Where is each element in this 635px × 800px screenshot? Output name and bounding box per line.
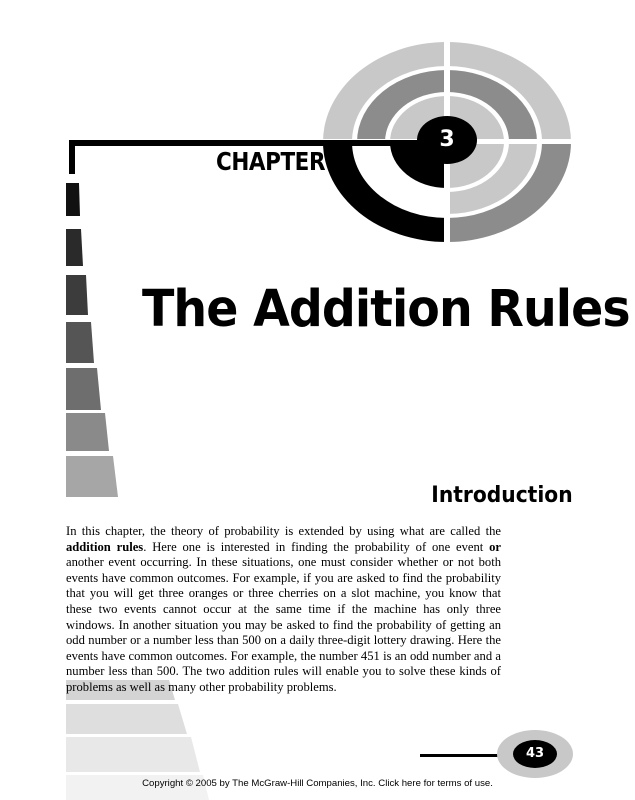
chapter-rule-vertical	[69, 140, 75, 174]
paragraph-text: . Here one is interested in finding the probability of one event	[143, 539, 490, 554]
paragraph-text: In this chapter, the theory of probability is extended by using what are called the	[66, 524, 501, 538]
section-heading: Introduction	[431, 483, 573, 508]
bold-term-addition-rules: addition rules	[66, 539, 144, 554]
stepped-bars	[66, 183, 209, 800]
copyright-link[interactable]: Copyright © 2005 by The McGraw-Hill Companies, Inc. Click here for terms of use.	[142, 778, 493, 789]
chapter-title: The Addition Rules	[142, 280, 630, 339]
chapter-number: 3	[439, 127, 455, 152]
intro-paragraph	[66, 524, 501, 696]
chapter-rule-horizontal	[69, 140, 449, 146]
bold-term-or: or	[489, 539, 501, 554]
paragraph-text: another event occurring. In these situations, one must consider whether or not both events have common outcomes. For example, if you are asked to find the probability that you will get three oranges or three cherries on a slot machine, you know that these two events cannot occur at the same time if the machine has only three windows. In another situation you may be asked to find the probability of getting an odd number or a number less than 500 on a daily three-digit lottery drawing. Here the events have common outcomes. For example, the number 451 is an odd number and a number less than 500. The two addition rules will enable you to solve these kinds of problems as well as many other probability problems.	[66, 555, 501, 694]
page-number: 43	[525, 746, 545, 761]
chapter-label: CHAPTER	[216, 147, 326, 176]
